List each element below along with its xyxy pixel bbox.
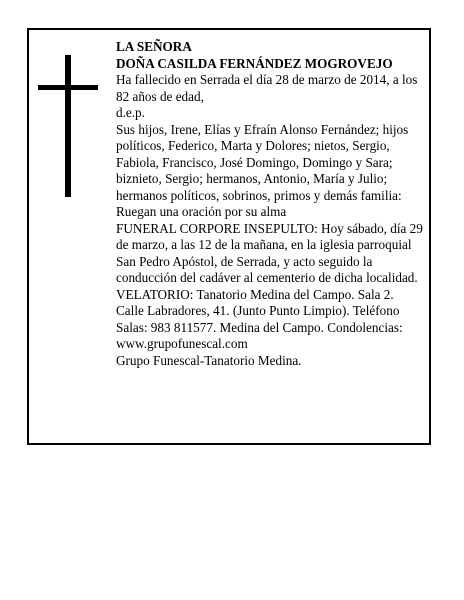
obituary-signature: Grupo Funescal-Tanatorio Medina.: [116, 352, 302, 368]
obituary-death-info: Ha fallecido en Serrada el día 28 de marzo de 2014, a los 82 años de edad,: [116, 72, 418, 104]
obituary-dep: d.e.p.: [116, 105, 145, 120]
cross-vertical-bar: [65, 55, 71, 197]
obituary-title-line1: LA SEÑORA: [116, 39, 192, 54]
obituary-prayer: Ruegan una oración por su alma: [116, 204, 287, 219]
obituary-funeral: FUNERAL CORPORE INSEPULTO: Hoy sábado, día 29 de marzo, a las 12 de la mañana, en la iglesia parroquial San Pedro Apóstol, de Serrada, y acto seguido la conducción del cadáver al cementerio de dicha localidad.: [116, 220, 423, 285]
cross-horizontal-bar: [38, 85, 98, 90]
obituary-velatorio: VELATORIO: Tanatorio Medina del Campo. Sala 2. Calle Labradores, 41. (Junto Punto Limpio). Teléfono Salas: 983 811577. Medina del Campo. Condolencias: www.grupofunescal.com: [116, 286, 403, 351]
latin-cross-icon: [38, 55, 98, 197]
obituary-text: [116, 39, 424, 369]
obituary-family: Sus hijos, Irene, Elías y Efraín Alonso Fernández; hijos políticos, Federico, Marta y Dolores; nietos, Sergio, Fabiola, Francisco, José Domingo, Domingo y Sara; biznieto, Sergio; hermanos, Antonio, María y Julio; hermanos políticos, sobrinos, primos y demás familia:: [116, 121, 409, 203]
obituary-deceased-name: DOÑA CASILDA FERNÁNDEZ MOGROVEJO: [116, 55, 393, 71]
